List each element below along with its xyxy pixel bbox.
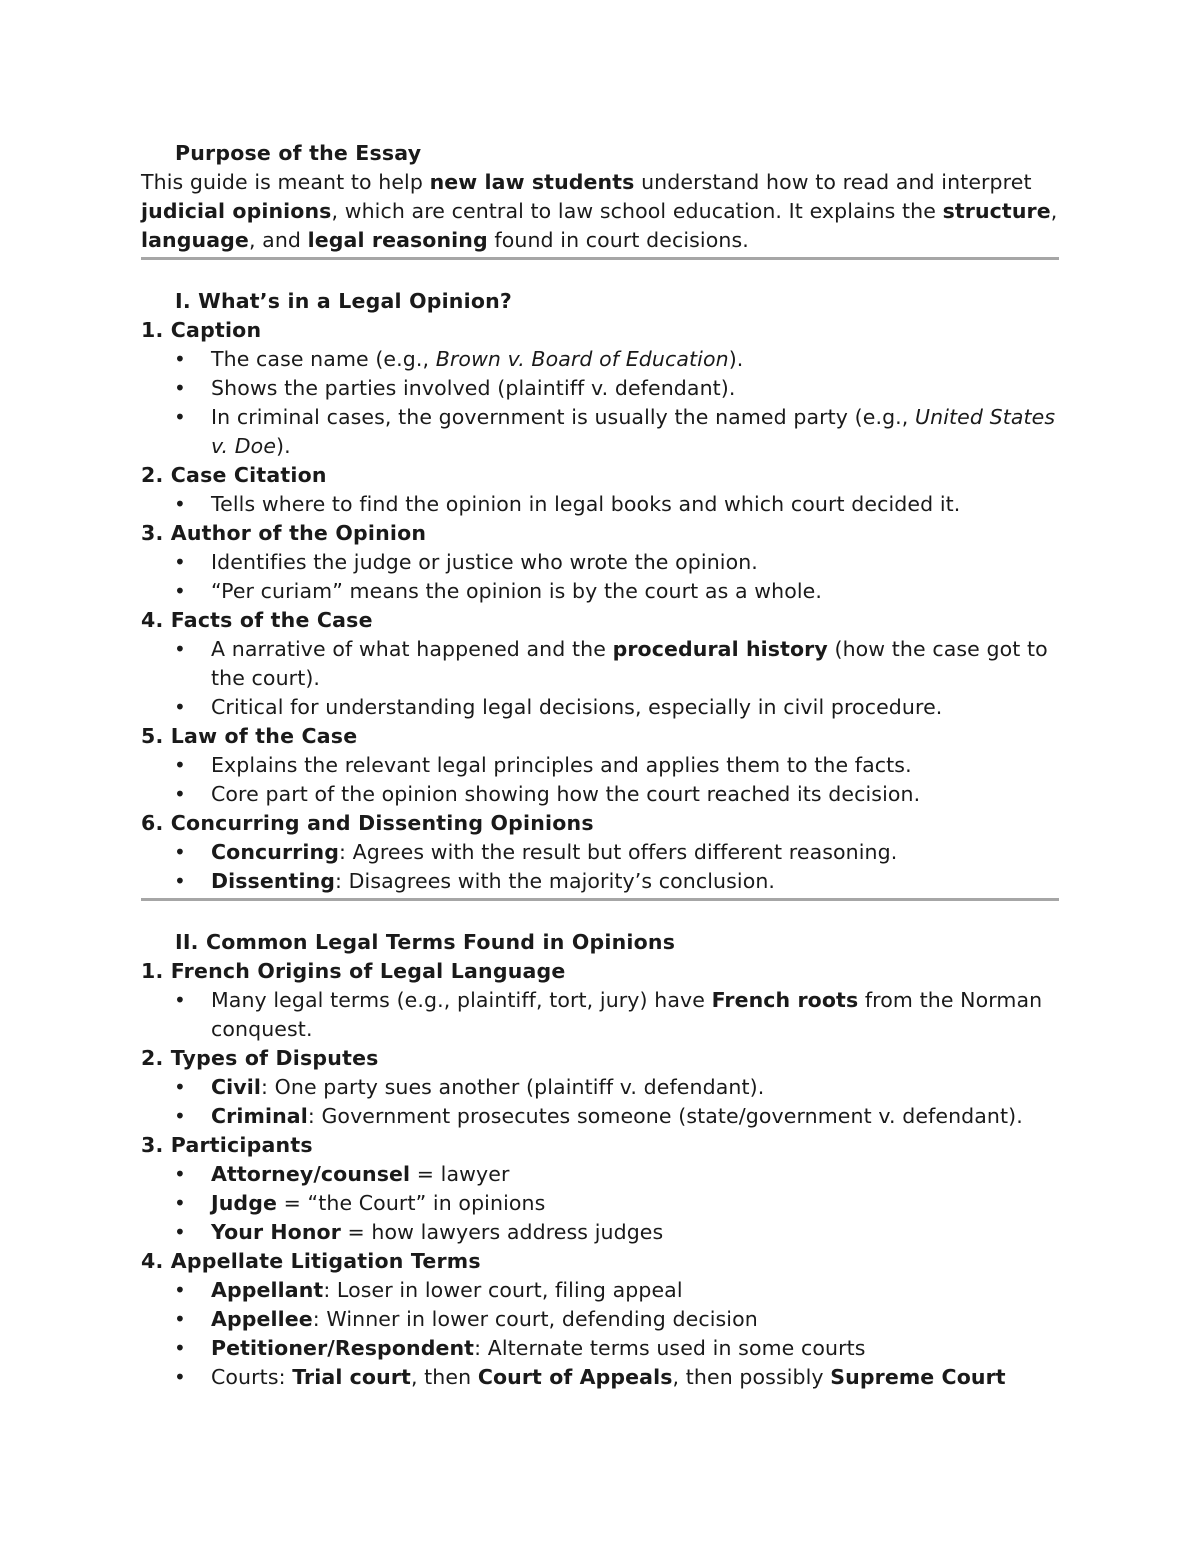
text-run: understand how to read and interpret	[634, 170, 1032, 194]
text-run: , then	[410, 1365, 478, 1389]
bold-term: new law students	[429, 170, 635, 194]
text-run: : Loser in lower court, filing appeal	[323, 1278, 683, 1302]
list-item: • Critical for understanding legal decisions, especially in civil procedure.	[141, 693, 1059, 722]
participants-bullets	[141, 1160, 1059, 1247]
bold-term: Petitioner/Respondent	[211, 1336, 475, 1360]
list-item: • Explains the relevant legal principles and applies them to the facts.	[141, 751, 1059, 780]
bold-term: Your Honor	[211, 1220, 341, 1244]
text-run: In criminal cases, the government is usually the named party (e.g.,	[211, 405, 916, 429]
text-run: ).	[728, 347, 744, 371]
disputes-bullets	[141, 1073, 1059, 1131]
list-item	[141, 1305, 1059, 1334]
text-run: from the Norman conquest.	[211, 988, 1043, 1041]
list-item: • Core part of the opinion showing how the court reached its decision.	[141, 780, 1059, 809]
section-1-heading: I. What’s in a Legal Opinion?	[175, 289, 513, 313]
list-item	[141, 635, 1059, 693]
item-law: 5. Law of the Case	[141, 724, 358, 748]
text-run: : Alternate terms used in some courts	[474, 1336, 866, 1360]
item-types-of-disputes: 2. Types of Disputes	[141, 1046, 379, 1070]
text-run: Courts:	[211, 1365, 293, 1389]
text-run: ).	[276, 434, 291, 458]
text-run: ,	[1050, 199, 1058, 223]
text-run: found in court decisions.	[487, 228, 749, 252]
text-run: , which are central to law school education. It explains the	[331, 199, 943, 223]
bold-term: Appellant	[211, 1278, 324, 1302]
list-item: • Shows the parties involved (plaintiff v. defendant).	[141, 374, 1059, 403]
list-item: • Identifies the judge or justice who wrote the opinion.	[141, 548, 1059, 577]
bold-term: judicial opinions	[141, 199, 332, 223]
bold-term: structure	[942, 199, 1051, 223]
list-item	[141, 1073, 1059, 1102]
italic-case-name: Brown v. Board of Education	[435, 347, 729, 371]
list-item	[141, 403, 1059, 461]
text-run: : Winner in lower court, defending decision	[312, 1307, 758, 1331]
bold-term: Judge	[211, 1191, 277, 1215]
bold-term: Concurring	[211, 840, 339, 864]
text-run: The case name (e.g.,	[211, 347, 436, 371]
purpose-paragraph	[141, 168, 1059, 255]
french-origins-bullets	[141, 986, 1059, 1044]
list-item	[141, 867, 1059, 896]
item-facts: 4. Facts of the Case	[141, 608, 373, 632]
bold-term: legal reasoning	[307, 228, 488, 252]
bold-term: Dissenting	[211, 869, 336, 893]
text-run: A narrative of what happened and the	[211, 637, 613, 661]
bold-term: Civil	[211, 1075, 261, 1099]
section-divider	[141, 257, 1059, 260]
text-run: (how the case got to the court).	[211, 637, 1048, 690]
item-participants: 3. Participants	[141, 1133, 313, 1157]
item-case-citation: 2. Case Citation	[141, 463, 327, 487]
concurring-dissenting-bullets	[141, 838, 1059, 896]
list-item: • “Per curiam” means the opinion is by the court as a whole.	[141, 577, 1059, 606]
text-run: , then possibly	[672, 1365, 831, 1389]
item-french-origins: 1. French Origins of Legal Language	[141, 959, 566, 983]
caption-bullets	[141, 345, 1059, 461]
text-run: : Agrees with the result but offers different reasoning.	[338, 840, 898, 864]
bold-term: Court of Appeals	[477, 1365, 673, 1389]
item-author: 3. Author of the Opinion	[141, 521, 427, 545]
text-run: = “the Court” in opinions	[276, 1191, 546, 1215]
text-run: = lawyer	[410, 1162, 510, 1186]
bold-term: Supreme Court	[830, 1365, 1006, 1389]
bold-term: Appellee	[211, 1307, 313, 1331]
law-bullets	[141, 751, 1059, 809]
bold-term: Criminal	[211, 1104, 308, 1128]
text-run: Many legal terms (e.g., plaintiff, tort, jury) have	[211, 988, 712, 1012]
bold-term: French roots	[711, 988, 859, 1012]
bold-term: procedural history	[612, 637, 828, 661]
list-item	[141, 1363, 1059, 1392]
text-run: , and	[248, 228, 308, 252]
bold-term: language	[141, 228, 249, 252]
item-concurring-dissenting: 6. Concurring and Dissenting Opinions	[141, 811, 594, 835]
list-item	[141, 345, 1059, 374]
case-citation-bullets	[141, 490, 1059, 519]
text-run: This guide is meant to help	[141, 170, 430, 194]
text-run: : Disagrees with the majority’s conclusion.	[335, 869, 776, 893]
section-2-heading: II. Common Legal Terms Found in Opinions	[175, 930, 676, 954]
document-page	[141, 139, 1059, 1392]
list-item	[141, 986, 1059, 1044]
bold-term: Attorney/counsel	[211, 1162, 411, 1186]
list-item	[141, 1218, 1059, 1247]
list-item: • Tells where to find the opinion in legal books and which court decided it.	[141, 490, 1059, 519]
list-item	[141, 1160, 1059, 1189]
text-run: = how lawyers address judges	[340, 1220, 664, 1244]
text-run: : One party sues another (plaintiff v. defendant).	[261, 1075, 765, 1099]
list-item	[141, 1189, 1059, 1218]
item-appellate-terms: 4. Appellate Litigation Terms	[141, 1249, 481, 1273]
bold-term: Trial court	[292, 1365, 411, 1389]
section-divider	[141, 898, 1059, 901]
item-caption: 1. Caption	[141, 318, 262, 342]
text-run: : Government prosecutes someone (state/government v. defendant).	[307, 1104, 1023, 1128]
list-item	[141, 1334, 1059, 1363]
author-bullets	[141, 548, 1059, 606]
italic-case-name: United States v. Doe	[211, 405, 1056, 458]
list-item	[141, 1102, 1059, 1131]
list-item	[141, 1276, 1059, 1305]
list-item	[141, 838, 1059, 867]
appellate-bullets	[141, 1276, 1059, 1392]
facts-bullets	[141, 635, 1059, 722]
purpose-heading: Purpose of the Essay	[175, 141, 422, 165]
